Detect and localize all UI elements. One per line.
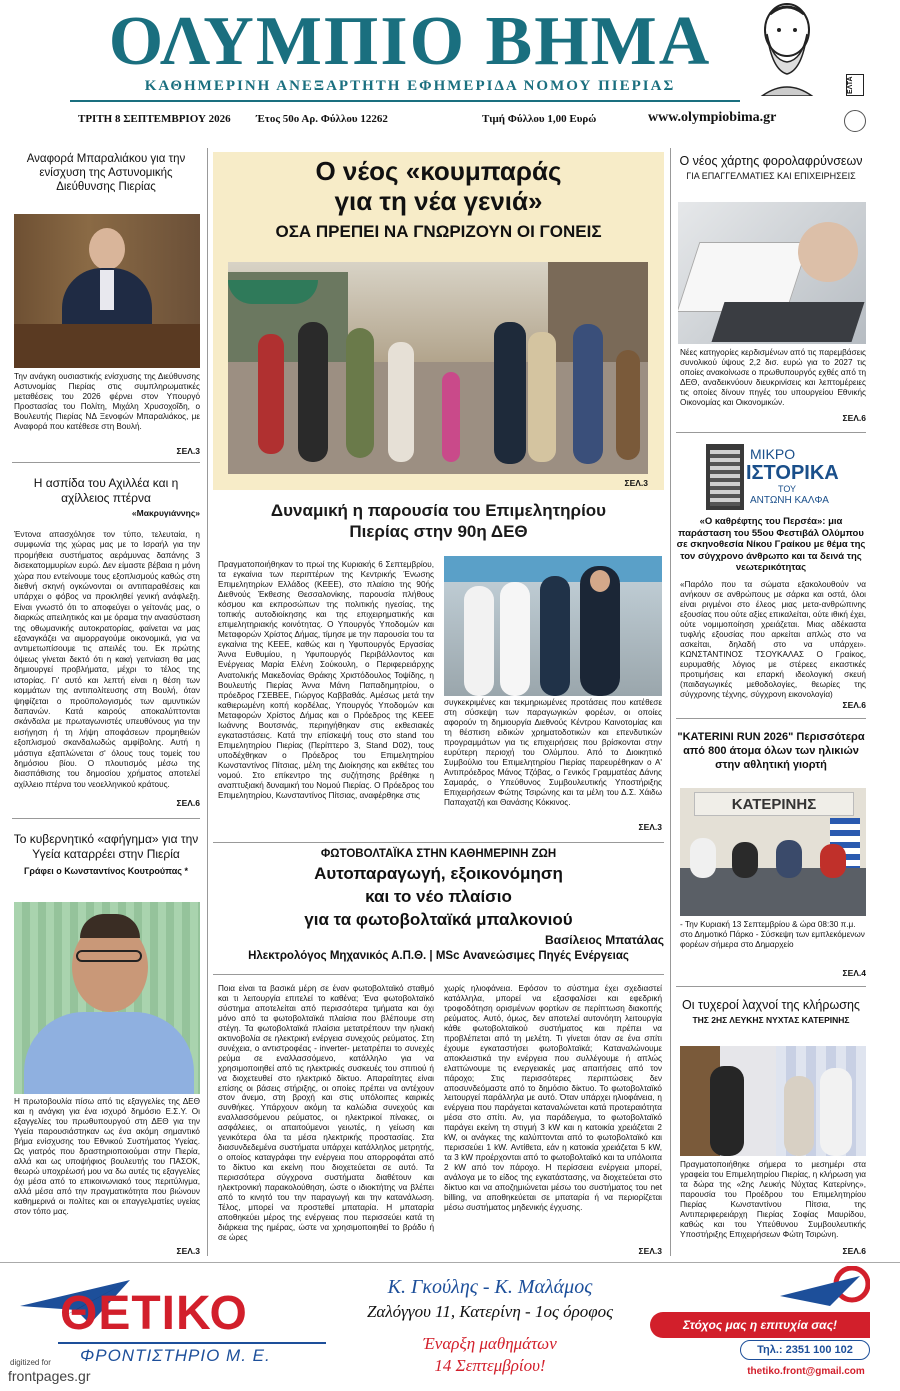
banner-text: ΚΑΤΕΡΙΝΗΣ xyxy=(694,792,854,816)
divider xyxy=(213,842,664,843)
page-ref[interactable]: ΣΕΛ.3 xyxy=(638,822,662,832)
issue-date: ΤΡΙΤΗ 8 ΣΕΠΤΕΜΒΡΙΟΥ 2026 xyxy=(78,113,231,125)
lottery-photo xyxy=(680,1046,866,1156)
headline[interactable]: Το κυβερνητικό «αφήγημα» για την Υγεία καταρρέει στην Πιερία xyxy=(13,832,199,861)
article-body: Έντονα απασχόλησε τον τύπο, τελευταία, η συμφωνία της χώρας μας με το Ισραήλ για την προμήθεια συστήματος αεράμυνας δαπάνης 3 δισεκατομμυρίων ευρώ. Δεν είμαστε βέβαια η μόνη χώρα που εντείνουμε τους εξοπλισμούς καθώς στη διεθνή σκηνή ογκώνονται οι αντιπαραθέσεις και υπάρχει ο φόβος να προκληθεί γενική ανάφλεξη. Είναι γνωστό ότι το αποφεύγει ο γείτονάς μας, ο διαρκώς απειλητικός και με όραμα την ανασύσταση της οθωμανικής αυτοκρατορίας, φαίνεται να μας εξαναγκάζει να αιμορραγούμε οικονομικά, για να αντιμετωπίσουμε τις απειλές του. Εκ πρώτης όψεως γίνεται δεκτό ότι η κακή γειτνίαση θα μας δημιουργεί προβλήματα, μέχρι το τέλος της ιστορίας. Γι' αυτό και λεπτή είναι η θέση των κομμάτων της αντιπολίτευσης στη Βουλή, όταν ψηφίζεται ο προϋπολογισμός των αμυντικών δαπανών. Κατά καιρούς αποκαλύπτονται σκάνδαλα με πρωταγωνιστές υπευθύνους για την εισήγηση ή τη λήψη αποφάσεων προμηθειών εξοπλισμού σκανδαλωδώς αμφίβολης. Αυτή η μάστιγα εξαπλώνεται σ' όλους τους τομείς του δημόσιου βίου. Ο πλουτισμός μέσω της διασπάθισης του δημοσίου χρήματος αποτελεί αχίλλειο πτέρνα του νεοελληνικού κράτους. xyxy=(14,530,200,789)
left-article-1[interactable] xyxy=(12,152,200,194)
deth-headline-line2: Πιερίας στην 90η ΔΕΘ xyxy=(349,522,528,541)
ad-address: Ζαλόγγου 11, Κατερίνη - 1ος όροφος xyxy=(366,1302,614,1321)
watermark-line1: digitized for xyxy=(10,1358,51,1367)
column-rule xyxy=(207,148,208,1256)
issue-price: Τιμή Φύλλου 1,00 Ευρώ xyxy=(482,113,597,125)
press-conference-photo xyxy=(680,788,866,916)
article-body-right: χωρίς ηλιοφάνεια. Εφόσον το σύστημα έχει σχεδιαστεί κατάλληλα, μπορεί να εξασφαλίσει και εφεδρική τροφοδότηση ορισμένων φορτίων σε περίπτωση διακοπής ρεύματος. Αυτό, όμως, δεν αποτελεί αυτονόητη λειτουργία κάθε φωτοβολταϊκού συστήματος και πρέπει να προβλέπεται από τη μελέτη. Τι γίνεται όταν σε ένα σπίτι έχουμε εγκαταστήσει φωτοβολταϊκά; Καταναλώνουμε αποκλειστικά την ενέργεια που συλλέγουμε ή απλώς ελαττώνουμε τις ενεργειακές μας απαιτήσεις από τον πάροχο; Στις περισσότερες περιπτώσεις δεν αποσυνδεόμαστε από το δημόσιο δίκτυο. Το φωτοβολταϊκό λειτουργεί παράλληλα με αυτό. Όταν υπάρχει ηλιοφάνεια, η ενέργεια που παράγεται καταναλώνεται κατά προτεραιότητα μέσα στο σπίτι. Αν, για παράδειγμα, το φωτοβολταϊκό παράγει εκείνη τη στιγμή 3 kW και η κατοικία χρειάζεται 2 kW, οι ανάγκες της καλύπτονται από το φωτοβολταϊκό και περισσεύει 1 kW. Αντίθετα, εάν η κατοικία χρειάζεται 5 kW, τα 3 kW προέρχονται από το φωτοβολταϊκό και τα υπόλοιπα 2 kW από τον πάροχο. Η περίσσεια ενέργεια μπορεί, ανάλογα με το είδος της εγκατάστασης, να διοχετεύεται στο δίκτυο και να αποζημιώνεται μέσω του συστήματος του net billing, να αποθηκεύεται σε μπαταρία ή να περιορίζεται μέσω συστήματος μηδενικής έγχυσης. xyxy=(444,984,662,1212)
solar-headline-line2: και το νέο πλαίσιο xyxy=(365,887,512,906)
author-photo xyxy=(14,902,200,1094)
divider xyxy=(213,974,664,975)
ad-email[interactable]: thetiko.front@gmail.com xyxy=(747,1366,865,1377)
headline[interactable]: «Ο καθρέφτης του Περσέα»: μια παράσταση του 55ου Φεστιβάλ Ολύμπου σε σκηνοθεσία Νίκου Γραίκου με θέμα της τον σύγχρονο άνθρωπο και τα δεινά της νεωτερικότητας xyxy=(676,516,866,573)
page-ref[interactable]: ΣΕΛ.6 xyxy=(842,1246,866,1256)
author: Βασίλειος Μπατάλας xyxy=(545,933,664,947)
page-ref[interactable]: ΣΕΛ.6 xyxy=(842,413,866,423)
logo-of: ΤΟΥ xyxy=(778,484,797,494)
article-body-right: συγκεκριμένες και τεκμηριωμένες προτάσεις που κατέθεσε στη σύσκεψη των παραγωγικών φορέων, οι οποίες αφορούν τη δημιουργία Διεθνούς Κέντρου Καινοτομίας και τη θέσπιση ειδικών χρηματοδοτικών και επενδυτικών προγραμμάτων για τις επιχειρήσεις που βρίσκονται στην ευρύτερη περιοχή του Ολύμπου. Από το Διοικητικό Συμβούλιο του Επιμελητηρίου Πιερίας παρευρέθηκαν ο Α' Αντιπρόεδρος Μάνος Τζόβας, ο Γενικός Γραμματέας Δάνης Σαμαράς, ο Υπεύθυνος Συμβουλευτικής Υποστήριξης Επιχειρήσεων Φώτης Τσιρώνης και τα μέλη του Δ.Σ. Χάιδω Παπαχατζή και Θανάσης Κόκκινος. xyxy=(444,698,662,808)
deth-headline-line1: Δυναμική η παρουσία του Επιμελητηρίου xyxy=(270,501,607,520)
mikro-istorika-logo xyxy=(706,444,842,510)
elta-badge xyxy=(842,70,868,140)
headline[interactable]: Αναφορά Μπαραλιάκου για την ενίσχυση της Αστυνομικής Διεύθυνσης Πιερίας xyxy=(26,153,186,193)
headline[interactable]: "KATERINI RUN 2026" Περισσότερα από 800 άτομα όλων των ηλικιών στην αθλητική γιορτή xyxy=(677,731,865,771)
left-article-3[interactable] xyxy=(12,832,200,876)
divider xyxy=(676,718,866,719)
solar-article[interactable] xyxy=(213,848,664,962)
solar-headline-line1: Αυτοπαραγωγή, εξοικονόμηση xyxy=(314,864,563,883)
target-plane-icon xyxy=(780,1266,870,1306)
ad-brand-sub: ΦΡΟΝΤΙΣΤΗΡΙΟ Μ. Ε. xyxy=(80,1346,271,1365)
left-article-2[interactable] xyxy=(12,476,200,518)
ad-names: Κ. Γκούλης - Κ. Μαλάμος xyxy=(387,1276,593,1298)
watermark-line2[interactable]: frontpages.gr xyxy=(8,1368,91,1384)
logo-main: ΙΣΤΟΡΙΚΑ xyxy=(746,462,839,484)
newspaper-title[interactable]: ΟΛΥΜΠΙΟ ΒΗΜΑ xyxy=(108,3,712,80)
article-body: - Την Κυριακή 13 Σεπτεμβρίου & ώρα 08:30 π.μ. στο Δημοτικό Πάρκο - Σύσκεψη των εμπλεκόμενων φορέων σήμερα στο Δημαρχείο xyxy=(680,920,865,949)
page-ref[interactable]: ΣΕΛ.3 xyxy=(176,1246,200,1256)
deth-headline[interactable] xyxy=(213,500,664,542)
headline[interactable]: Η ασπίδα του Αχιλλέα και η αχίλλειος πτέρνα xyxy=(33,476,179,505)
logo-top: ΜΙΚΡΟ xyxy=(750,446,796,462)
zeus-bust-logo xyxy=(752,0,822,96)
ad-start-line2: 14 Σεπτεμβρίου! xyxy=(434,1356,546,1375)
politician-photo xyxy=(14,214,200,368)
issue-number: Έτος 50ο Αρ. Φύλλου 12262 xyxy=(256,113,388,125)
divider xyxy=(12,818,200,819)
article-body: Πραγματοποιήθηκε σήμερα το μεσημέρι στα γραφεία του Επιμελητηρίου Πιερίας, η κλήρωση για τα δώρα της «2ης Λευκής Νύχτας Κατερίνης», παρουσία του Προέδρου του Επιμελητηρίου Πιερίας Κωνσταντίνου Πίτσια, της Αντιπεριφερειάρχη Πιερίας Σοφίας Μαυρίδου, καθώς και του Υπεύθυνου Συμβουλευτικής Υποστήριξης Επιχειρήσεων Φώτη Τσιρώνη. xyxy=(680,1160,866,1239)
ad-brand: ΘΕΤΙΚΟ xyxy=(60,1287,248,1340)
shopping-street-photo xyxy=(228,262,648,474)
article-body: Νέες κατηγορίες κερδισμένων από τις παρεμβάσεις συνολικού ύψους 2,2 δισ. ευρώ για το 2027 τις οποίες ανακοίνωσε ο πρωθυπουργός εχθές από τη ΔΕΘ, αναδεικνύουν διευκρινίσεις και λεπτομέρειες τις οποίες δίνουν πηγές του υπουργείου Εθνικής Οικονομίας και Οικονομικών. xyxy=(680,348,866,407)
article-body: Η πρωτοβουλία πίσω από τις εξαγγελίες της ΔΕΘ και η ανάγκη για ένα ισχυρό δημόσιο Ε.Σ.Υ. Οι εξαγγελίες του πρωθυπουργού στη ΔΕΘ για την Υγεία παρουσιάστηκαν ως ένα ακόμη σημαντικό βήμα ενίσχυσης του Εθνικού Συστήματος Υγείας. Ως γιατρός που δραστηριοποιούμαι στην Πιερία, αλλά και ως υποψήφιος βουλευτής του ΠΑΣΟΚ, θεωρώ υποχρέωσή μου να δω αυτές τις εξαγγελίες όχι μέσα από το επικοινωνιακό τους περιτύλιγμα, αλλά μέσα από την πραγματικότητα που βιώνουν καθημερινά οι πολίτες και οι επαγγελματίες υγείας στον τόπο μας. xyxy=(14,1097,200,1216)
solar-headline[interactable] xyxy=(213,862,664,931)
footer-advertisement[interactable] xyxy=(0,1262,900,1391)
article-body: «Παρόλο που τα σώματα εξακολουθούν να ανήκουν σε ανθρώπους με σάρκα και οστά, όλοι είναι ριγμένοι στο έλεος μιας μετα-ανθρώπινης εξουσίας που ούτε αξίες επικαλείται, ούτε ιθική έχει, ούτε νομιμοποίηση χρειάζεται. Μιας αδέκαστα τυφλής εξουσίας που αρκείται απλώς στο να ασκείται, δηλαδή στο να υπάρχει». ΚΩΝΣΤΑΝΤΙΝΟΣ ΤΣΟΥΚΑΛΑΣ Ο Γραίκος, ευρυμαθής λόγιος με στέρεες εικαστικές προτιμήσεις και επαρκή ιδεολογική σκευή (παιδαγωγικές μεθοδολογίες, θεωρίες της σύγχρονης τέχνης, σύγχρονη εικονολογία) xyxy=(680,580,866,699)
masthead xyxy=(0,0,900,140)
subtitle: ΓΙΑ ΕΠΑΓΓΕΛΜΑΤΙΕΣ ΚΑΙ ΕΠΙΧΕΙΡΗΣΕΙΣ xyxy=(686,171,856,181)
logo-name: ΑΝΤΩΝΗ ΚΑΛΦΑ xyxy=(750,495,829,506)
elta-label: ΕΛΤΑ xyxy=(846,74,864,96)
page-ref[interactable]: ΣΕΛ.3 xyxy=(624,478,648,488)
ad-phone[interactable]: Τηλ.: 2351 100 102 xyxy=(740,1340,870,1360)
page-ref[interactable]: ΣΕΛ.3 xyxy=(176,446,200,456)
feature-subtitle: ΟΣΑ ΠΡΕΠΕΙ ΝΑ ΓΝΩΡΙΖΟΥΝ ΟΙ ΓΟΝΕΙΣ xyxy=(275,222,602,241)
article-body-left: Πραγματοποιήθηκαν το πρωί της Κυριακής 6 Σεπτεμβρίου, τα εγκαίνια των περιπτέρων της Κεντρικής Ένωσης Επιμελητηρίων Ελλάδος (ΚΕΕΕ), στο πλαίσιο της 90ής Διεθνούς Έκθεσης Θεσσαλονίκης, παρουσία πλήθους κόσμου και εκπροσώπων της πολιτικής ηγεσίας, της τοπικής αυτοδιοίκησης και της επιχειρηματικής και επιμελητηριακής κοινότητας. Ο Υπουργός Υποδομών και Μεταφορών Χρίστος Δήμας, τίμησε με την παρουσία του τα εγκαίνια της ΚΕΕΕ, καθώς και η Υφυπουργός Εργασίας Άννα Ευθυμίου, η Υφυπουργός Περιβάλλοντος και Ενέργειας Μαρία Ελένη Σούκουλη, ο Περιφερειάρχης Ανατολικής Μακεδονίας Θράκης Χριστόδουλος Τοψίδης, η Βουλευτής Πιερίας Άννα Μάνη Παπαδημητρίου, ο πρόεδρος ΓΣΕΒΕΕ, Γιώργος Καββαθάς. Αμέσως μετά την καθιερωμένη κοπή κορδέλας, Υπουργός Υποδομών και Μεταφορών Χρίστος Δήμας και ο Πρόεδρος της ΚΕΕΕ Ιωάννης Βουτσινάς, περιηγήθηκαν στις εκθεσιακές εγκαταστάσεις. Κατά την επίσκεψή τους στο stand του Επιμελητηρίου Πιερίας (Περίπτερο 3, Stand D02), τους υποδέχθηκαν ο Πρόεδρος του Επιμελητηρίου Κωνσταντίνος Πίτσιας, μέλη της Διοίκησης και εκθέτες του νομού. Στο επίκεντρο της συζήτησης βρέθηκε η αναπτυξιακή δυναμική του Νομού Πιερίας. Ο Πρόεδρος του Επιμελητηρίου, Κωνσταντίνος Πίτσιας, αναφέρθηκε στις xyxy=(218,560,434,801)
feature-headline-line1: Ο νέος «κουμπαράς xyxy=(315,156,562,186)
article-body: Την ανάγκη ουσιαστικής ενίσχυσης της Διεύθυνσης Αστυνομίας Πιερίας στις συμπληρωματικές μεταθέσεις του 2026 φέρνει στον Υπουργό Προστασίας του Πολίτη, Μιχάλη Χρυσοχοΐδη, ο Βουλευτής Πιερίας ΝΔ Ξενοφών Μπαραλιάκος, με Αναφορά που κατέθεσε στη Βουλή. xyxy=(14,372,200,431)
page-ref[interactable]: ΣΕΛ.4 xyxy=(842,968,866,978)
headline[interactable]: Ο νέος χάρτης φορολαφρύνσεων xyxy=(679,154,863,168)
column-rule xyxy=(670,148,671,1256)
author-credentials: Ηλεκτρολόγος Μηχανικός Α.Π.Θ. | MSc Ανανεώσιμες Πηγές Ενέργειας xyxy=(248,950,629,962)
page-ref[interactable]: ΣΕΛ.3 xyxy=(638,1246,662,1256)
kicker: ΦΩΤΟΒΟΛΤΑΪΚΑ ΣΤΗΝ ΚΑΘΗΜΕΡΙΝΗ ΖΩΗ xyxy=(320,848,557,860)
feature-headline-line2: για τη νέα γενιά» xyxy=(334,186,543,216)
masthead-rule xyxy=(70,100,740,102)
subtitle: ΤΗΣ 2ΗΣ ΛΕΥΚΗΣ ΝΥΧΤΑΣ ΚΑΤΕΡΙΝΗΣ xyxy=(692,1015,850,1025)
ad-start-line1: Έναρξη μαθημάτων xyxy=(423,1334,557,1353)
divider xyxy=(676,432,866,433)
website-link[interactable]: www.olympiobima.gr xyxy=(648,110,777,125)
byline: Γράφει ο Κωνσταντίνος Κουτρούπας * xyxy=(24,866,188,876)
page-ref[interactable]: ΣΕΛ.6 xyxy=(176,798,200,808)
ad-slogan: Στόχος μας η επιτυχία σας! xyxy=(650,1312,870,1338)
right-article-4[interactable] xyxy=(676,998,866,1025)
divider xyxy=(676,986,866,987)
seal-icon xyxy=(844,110,866,132)
byline: «Μακρυγιάννης» xyxy=(131,508,200,518)
feature-headline[interactable] xyxy=(213,156,664,216)
newspaper-subtitle: ΚΑΘΗΜΕΡΙΝΗ ΑΝΕΞΑΡΤΗΤΗ ΕΦΗΜΕΡΙΔΑ ΝΟΜΟΥ ΠΙΕΡΙΑΣ xyxy=(144,78,676,94)
right-article-1[interactable] xyxy=(676,154,866,181)
headline[interactable]: Οι τυχεροί λαχνοί της κλήρωσης xyxy=(682,998,860,1012)
chamber-officials-photo xyxy=(444,556,662,696)
page-ref[interactable]: ΣΕΛ.6 xyxy=(842,700,866,710)
solar-headline-line3: για τα φωτοβολταϊκά μπαλκονιού xyxy=(304,910,573,929)
divider xyxy=(12,462,200,463)
tax-laptop-photo xyxy=(678,202,866,344)
article-body-left: Ποια είναι τα βασικά μέρη σε έναν φωτοβολταϊκό σταθμό και τι λειτουργία επιτελεί το καθένα; Ένα φωτοβολταϊκό σύστημα αποτελείται από περισσότερα τμήματα και όχι μόνο από τα φωτοβολταϊκά πλαίσια που βλέπουμε στη στέγη. Τα φωτοβολταϊκά πλαίσια μετατρέπουν την ηλιακή ακτινοβολία σε ηλεκτρική ενέργεια συνεχούς ρεύματος. Στη συνέχεια, ο αντιστροφέας - inverter- μετατρέπει το συνεχές ρεύμα σε εναλλασσόμενο, κατάλληλο για να χρησιμοποιηθεί από τις ηλεκτρικές συσκευές του σπιτιού ή να διοχετευθεί στο ηλεκτρικό δίκτυο. Απαραίτητες είναι επίσης οι βάσεις στήριξης, οι οποίες πρέπει να αντέχουν στον άνεμο, στη βροχή και στις υπόλοιπες καιρικές συνθήκες. Υπάρχουν ακόμη τα καλώδια συνεχούς και εναλλασσόμενου ρεύματος, οι ηλεκτρικοί πίνακες, οι ασφάλειες, οι απαιτούμενοι γειωτές, η γείωση και γενικότερα όλα τα μέσα ηλεκτρικής προστασίας. Στα διασυνδεδεμένα συστήματα υπάρχει κατάλληλος μετρητής, ο οποίος καταγράφει την ενέργεια που απορροφάται από το δίκτυο και εκείνη που διοχετεύεται σε αυτό. Τα περισσότερα σύγχρονα συστήματα διαθέτουν και ηλεκτρονική παρακολούθηση, ώστε ο ιδιοκτήτης να βλέπει από το κινητό του την παραγωγή και την κατανάλωση. Τέλος, μπορεί να προστεθεί μπαταρία. Η μπαταρία αποθηκεύει μέρος της ενέργειας που περισσεύει κατά τη διάρκεια της ημέρας, ώστε να χρησιμοποιηθεί το βράδυ ή σε ώρες xyxy=(218,984,434,1242)
